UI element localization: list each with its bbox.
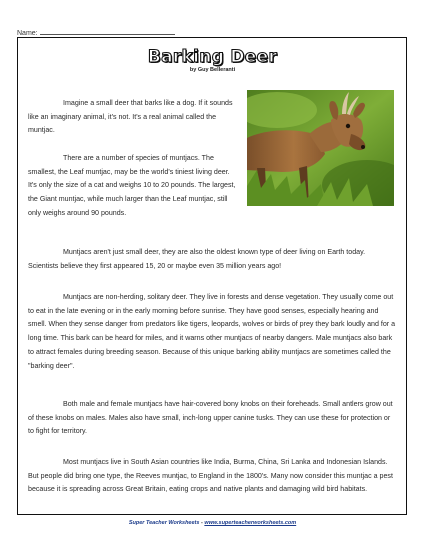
footer bbox=[0, 520, 425, 526]
paragraph-4: Muntjacs are non-herding, solitary deer. They live in forests and dense vegetation. They usually come out to eat in the late evening or in the early morning before sunrise. They have good senses, especially hearing and smell. When they sense danger from predators like tigers, leopards, wolves or birds of prey they bark loudly and for a long time. This bark can be heard for miles, and it warns other muntjacs of nearby dangers. Male muntjacs also bark to attract females during breeding season. Because of this unique barking ability muntjacs are sometimes called the "barking deer". bbox=[28, 293, 396, 370]
paragraph-2: There are a number of species of muntjacs. The smallest, the Leaf muntjac, may be the world's tiniest living deer. It's only the size of a cat and weighs 10 to 20 pounds. The largest, the Giant muntjac, while much larger than the Leaf muntjac, still only weighs around 90 pounds. bbox=[28, 154, 236, 217]
paragraph-1: Imagine a small deer that barks like a dog. If it sounds like an imaginary animal, it's not. It's a real animal called the muntjac. bbox=[28, 99, 233, 135]
author-byline: by Guy Belleranti bbox=[189, 67, 236, 73]
name-label: Name: bbox=[17, 30, 38, 37]
name-field bbox=[17, 28, 175, 37]
footer-link[interactable]: www.superteacherworksheets.com bbox=[204, 520, 297, 526]
paragraph-6: Most muntjacs live in South Asian countries like India, Burma, China, Sri Lanka and Indonesian Islands. But people did bring one type, the Reeves muntjac, to England in the 1800's. Many now consider this muntjac a pest because it is spreading across Great Britain, eating crops and native plants and damaging wild bird habitats. bbox=[28, 458, 393, 494]
worksheet-title: Barking Deer bbox=[147, 47, 278, 67]
muntjac-deer-photo bbox=[247, 90, 394, 206]
name-blank-line[interactable] bbox=[40, 28, 175, 35]
paragraph-5: Both male and female muntjacs have hair-covered bony knobs on their foreheads. Small antlers grow out of these knobs on males. Males also have small, inch-long upper canine tusks. They can use these for protection or to fight for territory. bbox=[28, 400, 393, 436]
footer-separator: - bbox=[200, 520, 203, 526]
footer-brand: Super Teacher Worksheets bbox=[128, 520, 200, 526]
paragraph-3: Muntjacs aren't just small deer, they are also the oldest known type of deer living on Earth today. Scientists believe they first appeared 15, 20 or maybe even 35 million years ago! bbox=[28, 248, 366, 270]
